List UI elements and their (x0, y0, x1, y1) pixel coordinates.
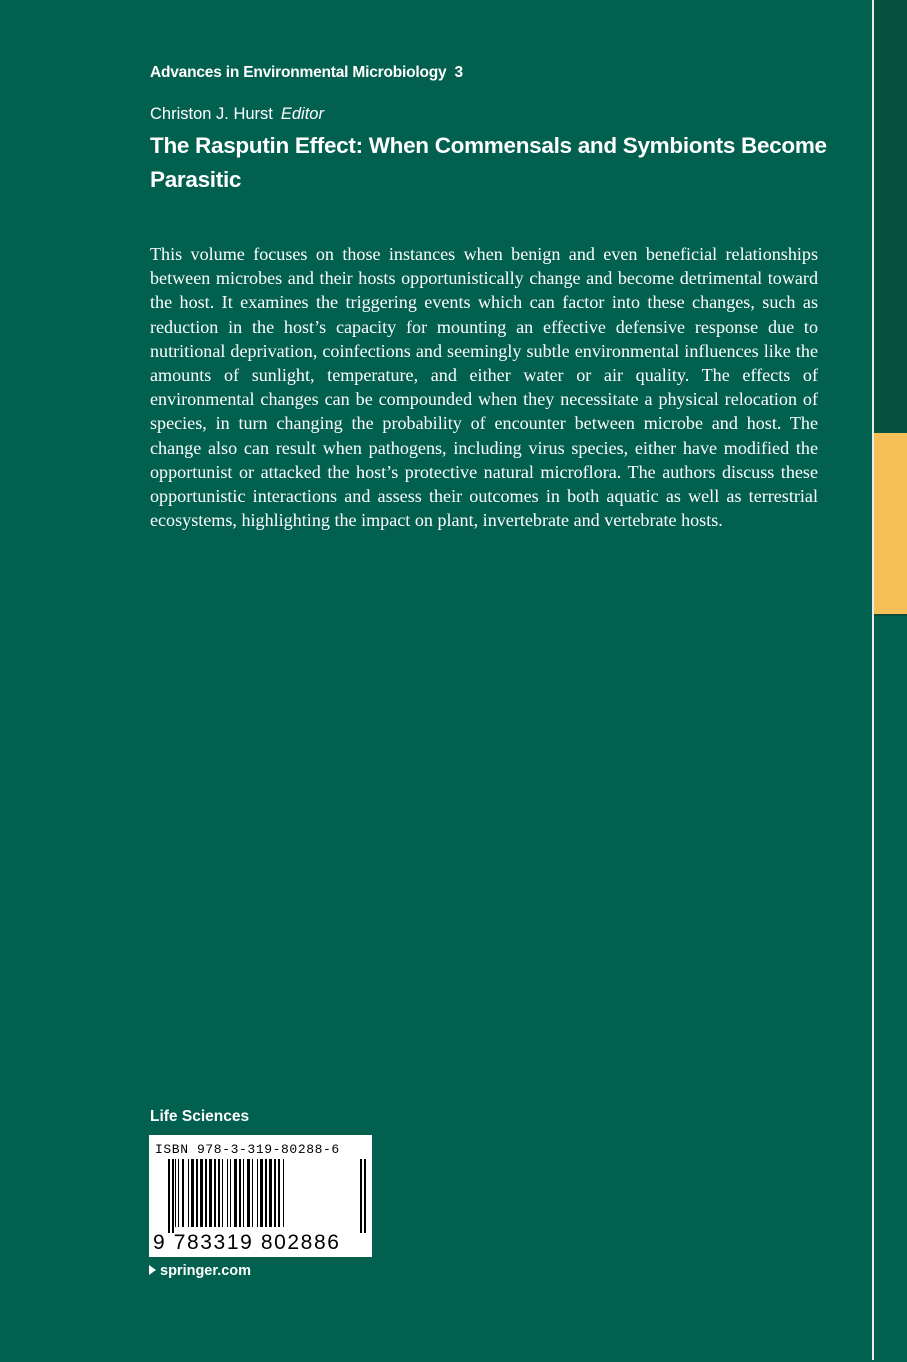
spine-band-lower (874, 614, 907, 1362)
series-volume: 3 (454, 64, 463, 81)
barcode-bar (191, 1159, 194, 1227)
barcode-bar (222, 1159, 223, 1227)
isbn-barcode (149, 1135, 372, 1257)
barcode-bar (260, 1159, 263, 1227)
barcode-bar (243, 1159, 244, 1227)
barcode-bar (227, 1159, 228, 1227)
barcode-bar (196, 1159, 198, 1227)
barcode-bar (175, 1159, 176, 1227)
barcode-bar (218, 1159, 220, 1227)
series-name: Advances in Environmental Microbiology (150, 64, 447, 81)
barcode-bar (209, 1159, 212, 1227)
arrow-right-icon (149, 1265, 156, 1275)
spine-band-accent (874, 433, 907, 614)
barcode-bar (360, 1159, 362, 1233)
publisher-link[interactable] (149, 1263, 251, 1279)
book-description: This volume focuses on those instances when benign and even beneficial relationships between microbes and their hosts opportunistically change and become detrimental toward the host. It examines the triggering events which can factor into these changes, such as reduction in the host’s capacity for mounting an effective defensive response due to nutritional deprivation, coinfections and seemingly subtle environmental influences like the amounts of sunlight, temperature, and either water or air quality. The effects of environmental changes can be compounded when they necessitate a physical relocation of species, in turn changing the probability of encounter between microbe and host. The change also can result when pathogens, including virus species, either have modified the opportunist or attacked the host’s protective natural microflora. The authors discuss these opportunistic interactions and assess their outcomes in both aquatic as well as terrestrial ecosystems, highlighting the impact on plant, invertebrate and vertebrate hosts. (150, 244, 818, 531)
subject-category: Life Sciences (150, 1108, 250, 1125)
isbn-label: ISBN 978-3-319-80288-6 (155, 1142, 340, 1157)
editor-role: Editor (280, 105, 324, 123)
barcode-bar (269, 1159, 272, 1227)
barcode-bar (178, 1159, 179, 1227)
barcode-bar (200, 1159, 203, 1227)
book-title: The Rasputin Effect: When Commensals and Symbionts Become Parasitic (150, 133, 827, 192)
barcode-bar (239, 1159, 241, 1227)
editor-name: Christon J. Hurst (150, 105, 273, 123)
editor-line (150, 105, 324, 124)
barcode-bar (364, 1159, 366, 1233)
barcode-bar (182, 1159, 184, 1227)
barcode-bar (230, 1159, 231, 1227)
series-title (150, 64, 463, 82)
barcode-bar (252, 1159, 253, 1227)
barcode-bar (234, 1159, 237, 1227)
ean-digits: 9 783319 802886 (153, 1231, 341, 1254)
barcode-bars (168, 1159, 366, 1233)
barcode-bar (257, 1159, 258, 1227)
barcode-bar (172, 1159, 174, 1233)
barcode-bar (283, 1159, 284, 1227)
barcode-bar (168, 1159, 170, 1233)
spine-band-dark (874, 0, 907, 433)
barcode-bar (274, 1159, 276, 1227)
barcode-bar (205, 1159, 207, 1227)
barcode-bar (214, 1159, 216, 1227)
publisher-link-text: springer.com (160, 1263, 252, 1279)
barcode-bar (188, 1159, 189, 1227)
barcode-bar (278, 1159, 280, 1227)
barcode-bar (247, 1159, 250, 1227)
barcode-bar (265, 1159, 267, 1227)
